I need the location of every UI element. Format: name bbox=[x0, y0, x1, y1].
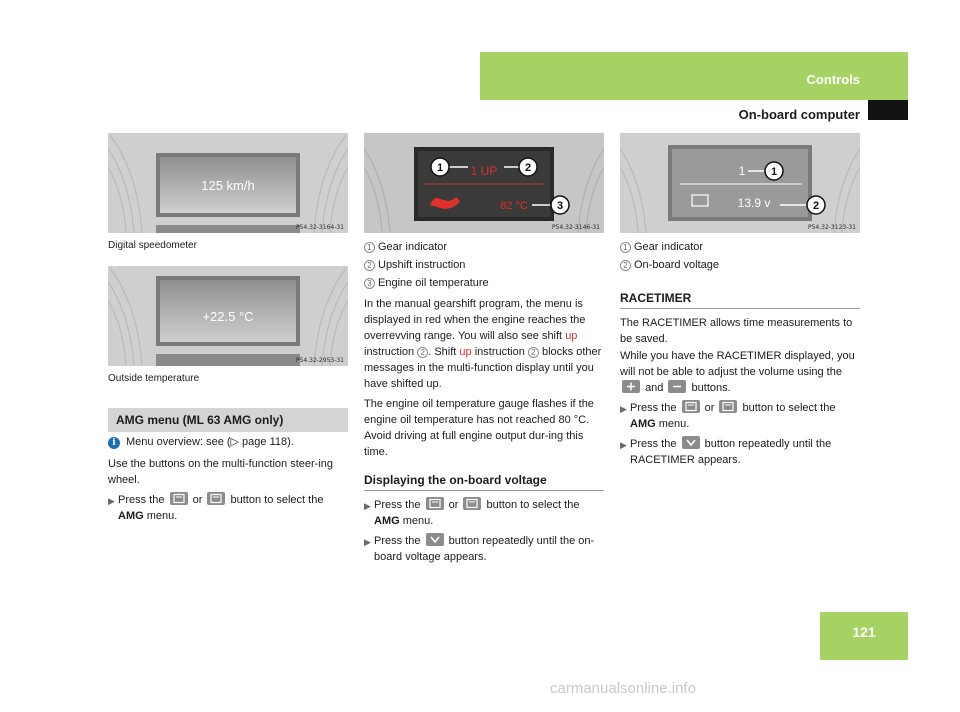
voltage-readout: 13.9 v bbox=[737, 196, 771, 210]
amg-menu-heading: AMG menu (ML 63 AMG only) bbox=[108, 408, 348, 432]
page-number: 121 bbox=[852, 624, 876, 640]
section-tab-label: Controls bbox=[806, 72, 860, 87]
paragraph-oil-temperature: The engine oil temperature gauge flashes if the engine oil temperature has not reached 80 °C. Avoid driving at full engine output dur-ing this time. bbox=[364, 398, 594, 458]
page-number-box bbox=[820, 612, 908, 660]
gear-readout: 1 bbox=[738, 164, 746, 178]
legend-item: 2 On-board voltage bbox=[620, 256, 860, 274]
legend-list bbox=[364, 238, 604, 292]
watermark: carmanualsonline.info bbox=[550, 680, 696, 697]
outside-temperature-photo bbox=[108, 266, 348, 366]
chevron-down-button-icon bbox=[426, 533, 444, 546]
display-button-icon bbox=[426, 497, 444, 510]
step-press-down: ▶ Press the button repeatedly until the RACETIMER appears. bbox=[620, 438, 832, 466]
legend-item: 2 Upshift instruction bbox=[364, 256, 604, 274]
callout-2: 2 bbox=[524, 162, 532, 174]
callout-2: 2 bbox=[812, 200, 820, 212]
display-button-icon bbox=[207, 492, 225, 505]
voltage-display-photo bbox=[620, 133, 860, 233]
info-icon: i bbox=[108, 437, 120, 449]
step-press-down: ▶ Press the button repeatedly until the on-board voltage appears. bbox=[364, 535, 595, 563]
photo-code: P54.32-2953-31 bbox=[295, 357, 344, 364]
step-select-amg: ▶ Press the or button to select the AMG menu. bbox=[620, 402, 836, 430]
paragraph-volume: While you have the RACETIMER displayed, you will not be able to adjust the volume using the and buttons. bbox=[620, 350, 855, 394]
callout-3: 3 bbox=[556, 200, 564, 212]
paragraph-overrevving: In the manual gearshift program, the menu is displayed in red when the engine reaches the overrevving range. You will also see shift up instruction 2 . Shift up instruction 2 blocks other messages in the multi-function display until you have shifted up. bbox=[364, 298, 602, 390]
display-button-icon bbox=[170, 492, 188, 505]
legend-item: 3 Engine oil temperature bbox=[364, 274, 604, 292]
display-button-icon bbox=[463, 497, 481, 510]
info-text: Menu overview: see (▷ page 118). bbox=[126, 436, 294, 448]
photo-code: P54.32-3123-31 bbox=[807, 224, 856, 231]
display-button-icon bbox=[719, 400, 737, 413]
voltage-heading: Displaying the on-board voltage bbox=[364, 473, 604, 491]
temperature-readout: +22.5 °C bbox=[202, 309, 254, 324]
speed-readout: 125 km/h bbox=[201, 178, 255, 193]
photo-code: P54.32-3164-31 bbox=[295, 224, 344, 231]
photo-code: P54.32-3146-31 bbox=[551, 224, 600, 231]
digital-speedometer-photo bbox=[108, 133, 348, 233]
chevron-down-button-icon bbox=[682, 436, 700, 449]
racetimer-heading: RACETIMER bbox=[620, 291, 860, 309]
chapter-title: On-board computer bbox=[738, 107, 860, 122]
chapter-marker bbox=[868, 100, 908, 120]
step-select-amg: ▶ Press the or button to select the AMG menu. bbox=[108, 494, 324, 522]
step-arrow-icon: ▶ bbox=[364, 537, 371, 547]
upshift-display-photo bbox=[364, 133, 604, 233]
gear-up-readout: 1 UP bbox=[470, 164, 498, 178]
step-arrow-icon: ▶ bbox=[620, 440, 627, 450]
minus-button-icon bbox=[668, 380, 686, 393]
legend-item: 1 Gear indicator bbox=[364, 238, 604, 256]
callout-1: 1 bbox=[770, 166, 778, 178]
oil-temp-readout: 82 °C bbox=[500, 200, 528, 212]
step-arrow-icon: ▶ bbox=[108, 496, 115, 506]
step-arrow-icon: ▶ bbox=[620, 404, 627, 414]
caption-digital-speedometer: Digital speedometer bbox=[108, 240, 197, 251]
callout-1: 1 bbox=[436, 162, 444, 174]
paragraph-use-buttons: Use the buttons on the multi-function steer-ing wheel. bbox=[108, 458, 334, 486]
step-arrow-icon: ▶ bbox=[364, 501, 371, 511]
legend-item: 1 Gear indicator bbox=[620, 238, 860, 256]
legend-list bbox=[620, 238, 860, 274]
info-note bbox=[108, 434, 348, 450]
plus-button-icon bbox=[622, 380, 640, 393]
display-button-icon bbox=[682, 400, 700, 413]
section-tab bbox=[480, 52, 908, 100]
paragraph-racetimer-intro: The RACETIMER allows time measurements to be saved. bbox=[620, 317, 853, 345]
caption-outside-temperature: Outside temperature bbox=[108, 373, 200, 384]
step-select-amg: ▶ Press the or button to select the AMG menu. bbox=[364, 499, 580, 527]
